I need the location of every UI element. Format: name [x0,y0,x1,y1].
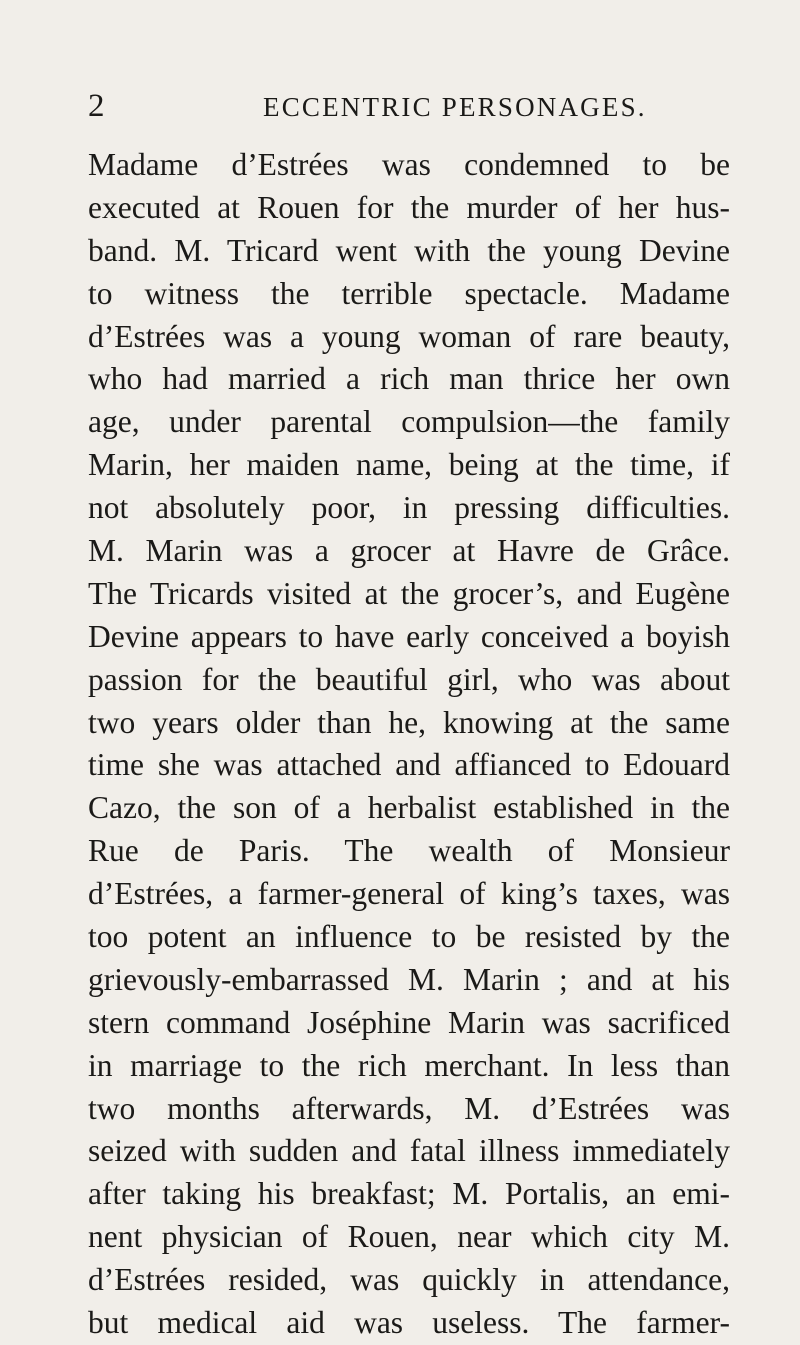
text-line: grievously-embarrassed M. Marin ; and at his [88,961,730,997]
text-line: The Tricards visited at the grocer’s, and Eugène [88,575,730,611]
text-line: nent physician of Rouen, near which city M. [88,1219,730,1255]
text-line: Madame d’Estrées was condemned to be [88,147,730,182]
text-line: M. Marin was a grocer at Havre de Grâce. [88,533,730,569]
text-line: after taking his breakfast; M. Portalis, an emi- [88,1176,730,1212]
text-line: Cazo, the son of a herbalist established in the [88,790,730,826]
text-line: d’Estrées resided, was quickly in attendance, [88,1262,730,1298]
text-line: Devine appears to have early conceived a boyish [88,618,730,654]
text-line: d’Estrées, a farmer-general of king’s taxes, was [88,876,730,912]
text-line: passion for the beautiful girl, who was about [88,661,730,697]
text-line: Rue de Paris. The wealth of Monsieur [88,833,730,869]
text-line: but medical aid was useless. The farmer- [88,1305,730,1341]
text-line: d’Estrées was a young woman of rare beauty, [88,318,730,354]
text-line: two months afterwards, M. d’Estrées was [88,1090,730,1126]
text-line: age, under parental compulsion—the family [88,404,730,440]
text-line: stern command Joséphine Marin was sacrificed [88,1004,730,1040]
text-line: in marriage to the rich merchant. In less than [88,1047,730,1083]
text-line: band. M. Tricard went with the young Devine [88,232,730,268]
running-head [88,86,728,126]
text-line: too potent an influence to be resisted by the [88,919,730,955]
text-line: Marin, her maiden name, being at the time, if [88,447,730,483]
text-line: time she was attached and affianced to Edouard [88,747,730,783]
text-line: to witness the terrible spectacle. Madame [88,275,730,311]
text-line: seized with sudden and fatal illness immediately [88,1133,730,1169]
body-text [88,144,730,1345]
text-line: two years older than he, knowing at the same [88,704,730,740]
text-line: not absolutely poor, in pressing difficulties. [88,490,730,526]
page-number: 2 [88,88,105,124]
text-line: who had married a rich man thrice her own [88,361,730,397]
text-line: executed at Rouen for the murder of her hus- [88,189,730,225]
running-title: ECCENTRIC PERSONAGES. [263,92,647,122]
